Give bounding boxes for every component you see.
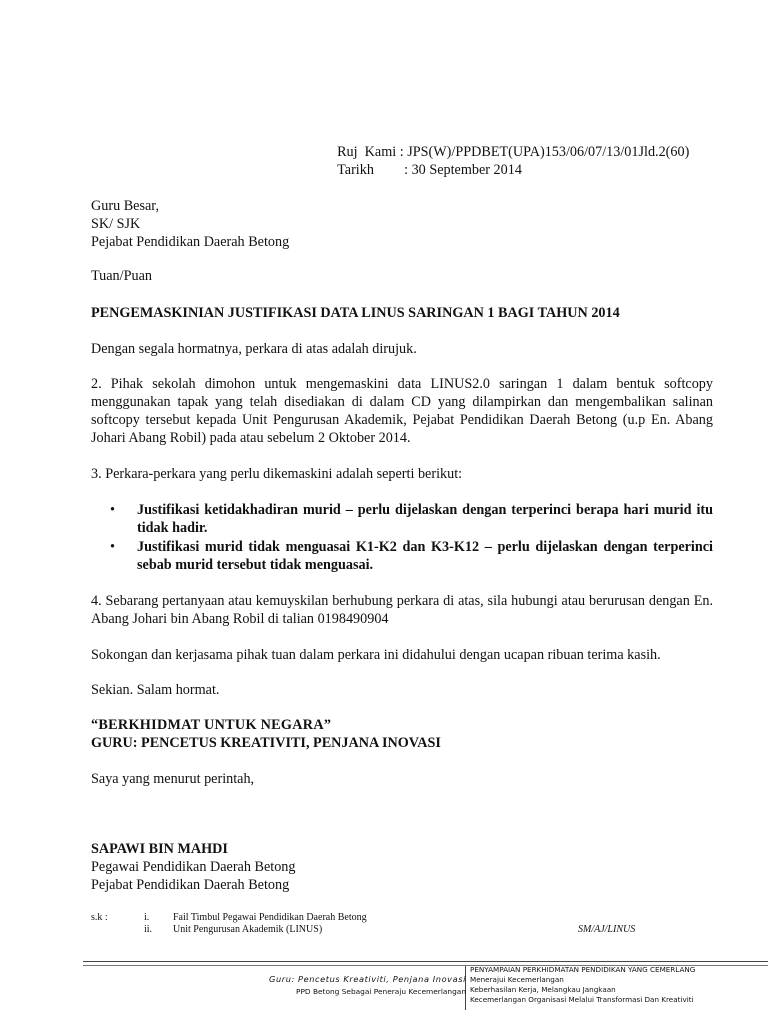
recipient-office: Pejabat Pendidikan Daerah Betong xyxy=(91,234,290,250)
reference-label: Ruj Kami xyxy=(337,144,397,160)
sk-label: s.k : xyxy=(91,912,108,923)
sk-item-2: Unit Pengurusan Akademik (LINUS) xyxy=(173,924,323,935)
footer-motto-line: Menerajui Kecemerlangan xyxy=(470,975,564,984)
footer-tagline: Guru: Pencetus Kreativiti, Penjana Inovasi xyxy=(269,974,466,984)
bullet-glyph: • xyxy=(110,539,115,555)
bullet-text: Justifikasi murid tidak menguasai K1-K2 dan K3-K12 – perlu dijelaskan dengan terperinci sebab murid tersebut tidak menguasai. xyxy=(137,539,713,573)
recipient-school: SK/ SJK xyxy=(91,216,141,232)
paragraph-3: 3. Perkara-perkara yang perlu dikemaskini adalah seperti berikut: xyxy=(91,466,463,482)
bullet-item xyxy=(110,538,713,574)
motto-line-1: “BERKHIDMAT UNTUK NEGARA” xyxy=(91,717,332,733)
date-label: Tarikh xyxy=(337,162,374,178)
footer-rule xyxy=(83,961,768,962)
bullet-item xyxy=(110,501,713,537)
motto-line-2: GURU: PENCETUS KREATIVITI, PENJANA INOVASI xyxy=(91,735,441,751)
date-value: : 30 September 2014 xyxy=(404,162,522,178)
recipient-title: Guru Besar, xyxy=(91,198,159,214)
sk-item-1: Fail Timbul Pegawai Pendidikan Daerah Betong xyxy=(173,912,367,923)
footer-motto-line: Keberhasilan Kerja, Melangkau Jangkaan xyxy=(470,985,616,994)
recipient-block xyxy=(91,197,289,251)
signatory-title: Pegawai Pendidikan Daerah Betong xyxy=(91,859,296,875)
bullet-glyph: • xyxy=(110,502,115,518)
sk-ref-code: SM/AJ/LINUS xyxy=(578,924,636,935)
footer-motto-line: Kecemerlangan Organisasi Melalui Transformasi Dan Kreativiti xyxy=(470,995,694,1004)
footer-motto-block xyxy=(470,965,695,1005)
footer-subtagline: PPD Betong Sebagai Peneraju Kecemerlangan xyxy=(295,987,466,996)
signatory-office: Pejabat Pendidikan Daerah Betong xyxy=(91,877,290,893)
bullet-text: Justifikasi ketidakhadiran murid – perlu dijelaskan dengan terperinci berapa hari murid itu tidak hadir. xyxy=(137,502,713,536)
closing: Saya yang menurut perintah, xyxy=(91,771,255,787)
paragraph-2: 2. Pihak sekolah dimohon untuk mengemaskini data LINUS2.0 saringan 1 dalam bentuk softcopy menggunakan tapak yang telah disediakan di dalam CD yang dilampirkan dan mengembalikan salinan softcopy tersebut kepada Unit Pengurusan Akademik, Pejabat Pendidikan Daerah Betong (u.p En. Abang Johari Abang Robil) pada atau sebelum 2 Oktober 2014. xyxy=(91,376,713,446)
subject-heading: PENGEMASKINIAN JUSTIFIKASI DATA LINUS SARINGAN 1 BAGI TAHUN 2014 xyxy=(91,305,620,321)
bullet-list xyxy=(110,501,713,575)
salutation: Tuan/Puan xyxy=(91,268,152,284)
signatory-name: SAPAWI BIN MAHDI xyxy=(91,841,228,857)
paragraph-5: Sokongan dan kerjasama pihak tuan dalam perkara ini didahului dengan ucapan ribuan terima kasih. xyxy=(91,647,661,663)
sk-num-1: i. xyxy=(144,912,150,923)
sk-num-2: ii. xyxy=(144,924,153,935)
footer-motto-line: PENYAMPAIAN PERKHIDMATAN PENDIDIKAN YANG CEMERLANG xyxy=(470,965,696,974)
date-line xyxy=(330,143,522,179)
paragraph-6: Sekian. Salam hormat. xyxy=(91,682,220,698)
paragraph-4: 4. Sebarang pertanyaan atau kemuyskilan berhubung perkara di atas, sila hubungi atau berurusan dengan En. Abang Johari bin Abang Robil di talian 0198490904 xyxy=(91,593,713,627)
reference-number: : JPS(W)/PPDBET(UPA)153/06/07/13/01Jld.2(60) xyxy=(399,144,690,160)
paragraph-1: Dengan segala hormatnya, perkara di atas adalah dirujuk. xyxy=(91,341,417,357)
